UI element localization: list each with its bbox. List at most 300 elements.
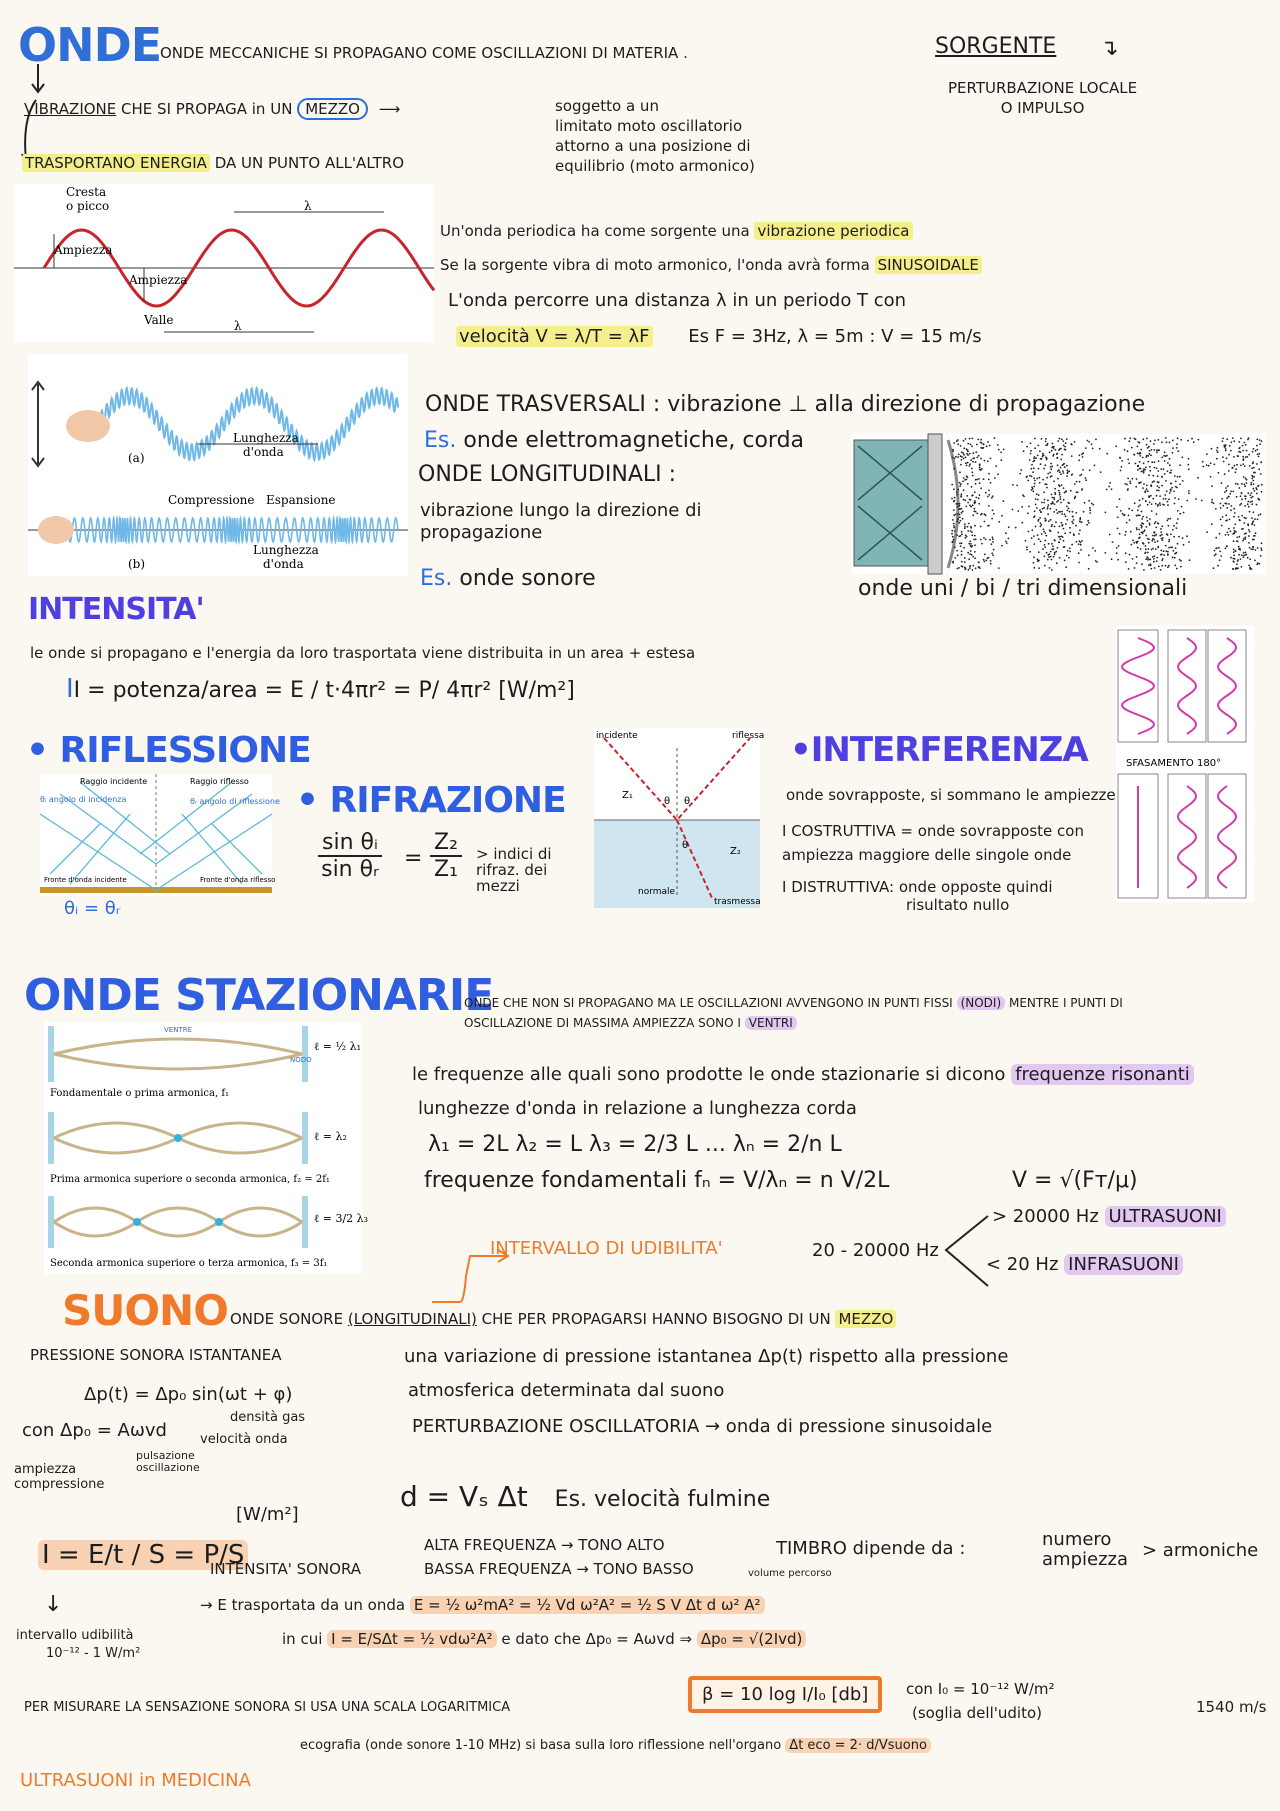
compression-dot bbox=[990, 563, 992, 565]
compression-dot bbox=[1087, 440, 1089, 442]
compression-dot bbox=[1126, 522, 1128, 524]
compression-dot bbox=[1169, 442, 1171, 444]
compression-dot bbox=[1165, 437, 1167, 439]
compression-dot bbox=[1153, 480, 1155, 482]
compression-dot bbox=[1045, 535, 1047, 537]
compression-dot bbox=[963, 499, 965, 501]
compression-dot bbox=[1129, 554, 1131, 556]
lung-line: lunghezze d'onda in relazione a lunghezza corda bbox=[418, 1098, 857, 1119]
compression-dot bbox=[1257, 547, 1259, 549]
compression-dot bbox=[1211, 499, 1213, 501]
compression-dot bbox=[1042, 479, 1044, 481]
compression-dot bbox=[984, 521, 986, 523]
compression-dot bbox=[1216, 450, 1218, 452]
compression-dot bbox=[976, 444, 978, 446]
compression-dot bbox=[1163, 504, 1165, 506]
compression-dot bbox=[1163, 498, 1165, 500]
compression-dot bbox=[1145, 558, 1147, 560]
compression-dot bbox=[1052, 545, 1054, 547]
long-title: ONDE LONGITUDINALI : bbox=[418, 462, 677, 487]
compression-dot bbox=[1037, 455, 1039, 457]
compression-dot bbox=[1030, 453, 1032, 455]
compression-dot bbox=[1249, 547, 1251, 549]
energia-h: E = ½ ω²mA² = ½ Vd ω²A² = ½ S V Δt d ω² A² bbox=[410, 1596, 765, 1614]
compression-dot bbox=[1261, 484, 1263, 486]
compression-dot bbox=[1061, 484, 1063, 486]
compression-dot bbox=[1179, 513, 1181, 515]
compression-dot bbox=[1158, 449, 1160, 451]
compression-dot bbox=[1236, 563, 1238, 565]
compression-dot bbox=[1157, 504, 1159, 506]
compression-dot bbox=[974, 502, 976, 504]
compression-dot bbox=[957, 518, 959, 520]
compression-dot bbox=[1238, 554, 1240, 556]
fig-z2: Z₂ bbox=[730, 846, 741, 857]
compression-dot bbox=[1088, 568, 1090, 570]
compression-dot bbox=[1038, 468, 1040, 470]
compression-dot bbox=[1244, 485, 1246, 487]
compression-dot bbox=[1251, 503, 1253, 505]
compression-dot bbox=[1239, 520, 1241, 522]
stazionarie-figure bbox=[44, 1022, 369, 1274]
compression-dot bbox=[1064, 532, 1066, 534]
compression-dot bbox=[1252, 451, 1254, 453]
compression-dot bbox=[1000, 459, 1002, 461]
compression-dot bbox=[1065, 523, 1067, 525]
compression-dot bbox=[989, 445, 991, 447]
compression-dot bbox=[1197, 477, 1199, 479]
compression-dot bbox=[1154, 567, 1156, 569]
compression-dot bbox=[1066, 465, 1068, 467]
compression-dot bbox=[1261, 491, 1263, 493]
press-desc-2: atmosferica determinata dal suono bbox=[408, 1380, 725, 1401]
compression-dot bbox=[1179, 464, 1181, 466]
compression-dot bbox=[974, 508, 976, 510]
compression-dot bbox=[1155, 527, 1157, 529]
compression-dot bbox=[970, 444, 972, 446]
compression-dot bbox=[1160, 569, 1162, 571]
compression-dot bbox=[1059, 448, 1061, 450]
compression-dot bbox=[1154, 523, 1156, 525]
compression-dot bbox=[991, 518, 993, 520]
vibr-rest: CHE SI PROPAGA in UN bbox=[121, 100, 293, 118]
compression-dot bbox=[1040, 541, 1042, 543]
compression-dot bbox=[958, 508, 960, 510]
compression-dot bbox=[1239, 487, 1241, 489]
compression-dot bbox=[971, 445, 973, 447]
compression-dot bbox=[1073, 519, 1075, 521]
compression-dot bbox=[1150, 454, 1152, 456]
rifr-rden: Z₁ bbox=[434, 857, 458, 882]
int-range: intervallo udibilità bbox=[16, 1628, 134, 1643]
compression-dot bbox=[1038, 477, 1040, 479]
compression-dot bbox=[1236, 540, 1238, 542]
compression-dot bbox=[964, 526, 966, 528]
compression-dot bbox=[969, 541, 971, 543]
compression-dot bbox=[1193, 441, 1195, 443]
compression-dot bbox=[1008, 538, 1010, 540]
compression-dot bbox=[1238, 441, 1240, 443]
compression-dot bbox=[1073, 533, 1075, 535]
compression-dot bbox=[956, 491, 958, 493]
compression-dot bbox=[1160, 531, 1162, 533]
compression-dot bbox=[1243, 522, 1245, 524]
compression-dot bbox=[992, 536, 994, 538]
compression-dot bbox=[1163, 468, 1165, 470]
compression-dot bbox=[1188, 458, 1190, 460]
compression-dot bbox=[1067, 502, 1069, 504]
compression-dot bbox=[1259, 439, 1261, 441]
compression-dot bbox=[1089, 512, 1091, 514]
compression-dot bbox=[966, 479, 968, 481]
interf-l3: ampiezza maggiore delle singole onde bbox=[782, 846, 1072, 864]
compression-dot bbox=[1150, 440, 1152, 442]
compression-dot bbox=[1177, 476, 1179, 478]
compression-dot bbox=[995, 465, 997, 467]
compression-dot bbox=[1152, 538, 1154, 540]
compression-dot bbox=[1224, 503, 1226, 505]
compression-dot bbox=[970, 530, 972, 532]
compression-dot bbox=[1136, 562, 1138, 564]
compression-dot bbox=[1149, 524, 1151, 526]
press-title: PRESSIONE SONORA ISTANTANEA bbox=[30, 1346, 282, 1364]
compression-dot bbox=[1037, 445, 1039, 447]
compression-dot bbox=[1256, 445, 1258, 447]
compression-dot bbox=[1171, 546, 1173, 548]
fig-riflessa: riflessa bbox=[732, 731, 765, 741]
compression-dot bbox=[1089, 509, 1091, 511]
compression-dot bbox=[1210, 462, 1212, 464]
compression-dot bbox=[1228, 534, 1230, 536]
compression-dot bbox=[1183, 544, 1185, 546]
compression-dot bbox=[1051, 497, 1053, 499]
compression-dot bbox=[1167, 518, 1169, 520]
periodic-l4 bbox=[456, 326, 982, 347]
compression-dot bbox=[1142, 457, 1144, 459]
compression-dot bbox=[1045, 519, 1047, 521]
intensita-I: I bbox=[66, 674, 74, 704]
compression-dot bbox=[1239, 549, 1241, 551]
compression-dot bbox=[1054, 552, 1056, 554]
compression-dot bbox=[1221, 482, 1223, 484]
compression-dot bbox=[1032, 488, 1034, 490]
compression-dot bbox=[1137, 514, 1139, 516]
compression-dot bbox=[953, 501, 955, 503]
timbro-3: > armoniche bbox=[1142, 1540, 1259, 1561]
long-desc-1: vibrazione lungo la direzione di bbox=[420, 500, 702, 521]
mezzo-desc-1: soggetto a un bbox=[555, 97, 659, 115]
compression-dot bbox=[1079, 520, 1081, 522]
compression-dot bbox=[969, 553, 971, 555]
compression-dot bbox=[994, 437, 996, 439]
compression-dot bbox=[1057, 500, 1059, 502]
compression-dot bbox=[1259, 563, 1261, 565]
compression-dot bbox=[952, 449, 954, 451]
compression-dot bbox=[1040, 522, 1042, 524]
compression-dot bbox=[954, 557, 956, 559]
compression-dot bbox=[992, 509, 994, 511]
compression-dot bbox=[1210, 476, 1212, 478]
compression-dot bbox=[1037, 499, 1039, 501]
compression-dot bbox=[1128, 508, 1130, 510]
compression-dot bbox=[1061, 522, 1063, 524]
compression-dot bbox=[1222, 505, 1224, 507]
compression-dot bbox=[1237, 483, 1239, 485]
spring-lung-2: Lunghezza bbox=[253, 543, 319, 557]
compression-dot bbox=[958, 567, 960, 569]
compression-dot bbox=[970, 543, 972, 545]
compression-dot bbox=[1217, 447, 1219, 449]
compression-dot bbox=[971, 554, 973, 556]
compression-dot bbox=[1176, 522, 1178, 524]
ann-amp: ampiezza compressione bbox=[14, 1462, 105, 1492]
compression-dot bbox=[1230, 450, 1232, 452]
compression-dot bbox=[1119, 533, 1121, 535]
compression-dot bbox=[1186, 500, 1188, 502]
compression-dot bbox=[1046, 487, 1048, 489]
compression-dot bbox=[1258, 514, 1260, 516]
ann-puls: pulsazione oscillazione bbox=[136, 1449, 200, 1474]
compression-dot bbox=[951, 498, 953, 500]
compression-dot bbox=[1039, 509, 1041, 511]
compression-dot bbox=[1251, 467, 1253, 469]
compression-dot bbox=[1137, 541, 1139, 543]
compression-dot bbox=[1121, 460, 1123, 462]
compression-dot bbox=[1137, 469, 1139, 471]
v-sound: 1540 m/s bbox=[1196, 1698, 1267, 1716]
compression-dot bbox=[1006, 542, 1008, 544]
compression-dot bbox=[971, 486, 973, 488]
es1-line bbox=[424, 428, 804, 453]
compression-dot bbox=[1059, 496, 1061, 498]
compression-dot bbox=[1040, 463, 1042, 465]
compression-dot bbox=[1118, 545, 1120, 547]
compression-dot bbox=[1244, 533, 1246, 535]
compression-dot bbox=[1125, 483, 1127, 485]
compression-dot bbox=[1038, 538, 1040, 540]
rifr-eq: = bbox=[404, 846, 423, 871]
periodic-l4-hl: velocità V = λ/T = λF bbox=[456, 326, 653, 347]
compression-dot bbox=[1045, 456, 1047, 458]
compression-dot bbox=[1137, 452, 1139, 454]
ampiezza-label-1: Ampiezza bbox=[54, 243, 113, 257]
compression-dot bbox=[975, 451, 977, 453]
compression-dot bbox=[1156, 513, 1158, 515]
compression-dot bbox=[1242, 463, 1244, 465]
compression-dot bbox=[997, 444, 999, 446]
compression-dot bbox=[1235, 531, 1237, 533]
compression-dot bbox=[1131, 544, 1133, 546]
compression-dot bbox=[1152, 475, 1154, 477]
compression-dot bbox=[1117, 528, 1119, 530]
compression-dot bbox=[1036, 478, 1038, 480]
compression-dot bbox=[1048, 520, 1050, 522]
compression-dot bbox=[974, 544, 976, 546]
compression-dot bbox=[1136, 478, 1138, 480]
compression-dot bbox=[1226, 438, 1228, 440]
compression-dot bbox=[1033, 567, 1035, 569]
compression-dot bbox=[1068, 507, 1070, 509]
compression-dot bbox=[1037, 558, 1039, 560]
compression-dot bbox=[1029, 459, 1031, 461]
sorgente-title: SORGENTE bbox=[935, 34, 1057, 59]
rifrazione-ratio bbox=[430, 830, 462, 882]
compression-dot bbox=[960, 464, 962, 466]
compression-dot bbox=[992, 495, 994, 497]
caption-3: Seconda armonica superiore o terza armonica, f₃ = 3f₁ bbox=[50, 1258, 328, 1269]
compression-dot bbox=[1171, 487, 1173, 489]
compression-dot bbox=[1160, 550, 1162, 552]
compression-dot bbox=[991, 543, 993, 545]
compression-dot bbox=[1243, 476, 1245, 478]
compression-dot bbox=[1156, 467, 1158, 469]
compression-dot bbox=[1147, 520, 1149, 522]
compression-dot bbox=[1050, 463, 1052, 465]
compression-dot bbox=[1088, 522, 1090, 524]
ang-rifl-label: θᵣ angolo di riflessione bbox=[190, 797, 280, 806]
compression-dot bbox=[1247, 503, 1249, 505]
compression-dot bbox=[1147, 461, 1149, 463]
compression-dot bbox=[1033, 562, 1035, 564]
compression-dot bbox=[1259, 443, 1261, 445]
compression-dot bbox=[1064, 446, 1066, 448]
compression-dot bbox=[1179, 484, 1181, 486]
compression-dot bbox=[1139, 461, 1141, 463]
compression-dot bbox=[1066, 519, 1068, 521]
compression-dot bbox=[998, 449, 1000, 451]
compression-dot bbox=[1255, 549, 1257, 551]
compression-dot bbox=[1043, 491, 1045, 493]
compression-dot bbox=[1051, 475, 1053, 477]
compression-dot bbox=[1033, 543, 1035, 545]
compression-dot bbox=[1180, 566, 1182, 568]
compression-dot bbox=[972, 458, 974, 460]
compression-dot bbox=[1001, 515, 1003, 517]
compression-dot bbox=[964, 561, 966, 563]
compression-dot bbox=[1248, 506, 1250, 508]
compression-dot bbox=[1216, 458, 1218, 460]
compression-dot bbox=[978, 503, 980, 505]
compression-dot bbox=[1242, 540, 1244, 542]
compression-dot bbox=[955, 514, 957, 516]
compression-dot bbox=[976, 513, 978, 515]
compression-dot bbox=[967, 530, 969, 532]
compression-dot bbox=[1253, 535, 1255, 537]
compression-dot bbox=[1257, 449, 1259, 451]
arrow-glyph: ⟶ bbox=[378, 100, 401, 118]
timbro-2: ampiezza bbox=[1042, 1549, 1128, 1570]
compression-dot bbox=[1080, 549, 1082, 551]
suono-desc bbox=[230, 1310, 896, 1328]
rifr-rnum: Z₂ bbox=[430, 830, 462, 857]
compression-dot bbox=[1256, 439, 1258, 441]
compression-dot bbox=[1111, 488, 1113, 490]
compression-dot bbox=[1260, 555, 1262, 557]
compression-dot bbox=[1002, 500, 1004, 502]
compression-dot bbox=[1063, 528, 1065, 530]
compression-dot bbox=[1119, 457, 1121, 459]
compression-dot bbox=[1078, 533, 1080, 535]
incui-h2: Δp₀ = √(2Ivd) bbox=[697, 1630, 807, 1648]
compression-dot bbox=[1245, 478, 1247, 480]
compression-dot bbox=[1167, 470, 1169, 472]
compression-dot bbox=[1253, 467, 1255, 469]
compression-dot bbox=[1236, 568, 1238, 570]
es2-line bbox=[420, 566, 596, 591]
compression-dot bbox=[1088, 441, 1090, 443]
compression-dot bbox=[1078, 459, 1080, 461]
compression-dot bbox=[1257, 562, 1259, 564]
compression-dot bbox=[959, 514, 961, 516]
compression-dot bbox=[1037, 560, 1039, 562]
compression-dot bbox=[960, 445, 962, 447]
compression-dot bbox=[1079, 454, 1081, 456]
compression-dot bbox=[970, 506, 972, 508]
compression-dot bbox=[961, 531, 963, 533]
compression-dot bbox=[1161, 476, 1163, 478]
press-desc-3: PERTURBAZIONE OSCILLATORIA → onda di pressione sinusoidale bbox=[412, 1416, 993, 1437]
compression-dot bbox=[1131, 510, 1133, 512]
fig-theta-3: θ bbox=[682, 840, 689, 851]
compression-dot bbox=[983, 537, 985, 539]
compression-dot bbox=[1063, 487, 1065, 489]
compression-dot bbox=[1094, 464, 1096, 466]
compression-dot bbox=[1065, 491, 1067, 493]
int-range-v: 10⁻¹² - 1 W/m² bbox=[46, 1646, 141, 1661]
compression-dot bbox=[1245, 554, 1247, 556]
compression-dot bbox=[960, 496, 962, 498]
compression-dot bbox=[1156, 495, 1158, 497]
udib-ultra bbox=[992, 1206, 1226, 1227]
periodic-l2 bbox=[440, 256, 982, 274]
compression-dot bbox=[963, 454, 965, 456]
compression-dot bbox=[1008, 526, 1010, 528]
compression-dot bbox=[1149, 559, 1151, 561]
compression-dot bbox=[1146, 516, 1148, 518]
trasp-rest: DA UN PUNTO ALL'ALTRO bbox=[214, 154, 404, 172]
press-eq: Δp(t) = Δp₀ sin(ωt + φ) bbox=[84, 1384, 293, 1405]
compression-dot bbox=[1142, 532, 1144, 534]
compression-dot bbox=[1132, 558, 1134, 560]
compression-dot bbox=[1256, 493, 1258, 495]
compression-dot bbox=[1040, 524, 1042, 526]
lambdas-line: λ₁ = 2L λ₂ = L λ₃ = 2/3 L ... λₙ = 2/n L bbox=[428, 1132, 842, 1157]
compression-dot bbox=[1001, 545, 1003, 547]
compression-dot bbox=[1016, 485, 1018, 487]
mezzo-desc-2: limitato moto oscillatorio bbox=[555, 117, 743, 135]
compression-dot bbox=[1043, 468, 1045, 470]
compression-dot bbox=[1233, 508, 1235, 510]
interference-figure bbox=[1116, 626, 1254, 902]
compression-dot bbox=[1160, 528, 1162, 530]
compression-dot bbox=[1047, 559, 1049, 561]
compression-dot bbox=[1055, 449, 1057, 451]
compression-dot bbox=[1056, 509, 1058, 511]
compression-dot bbox=[1159, 535, 1161, 537]
compression-dot bbox=[1180, 439, 1182, 441]
eco-text: ecografia (onde sonore 1-10 MHz) si basa sulla loro riflessione nell'organo bbox=[300, 1738, 782, 1753]
compression-dot bbox=[1234, 523, 1236, 525]
compression-dot bbox=[1226, 457, 1228, 459]
compression-dot bbox=[1054, 488, 1056, 490]
compression-dot bbox=[1061, 525, 1063, 527]
compression-dot bbox=[971, 471, 973, 473]
compression-dot bbox=[1250, 568, 1252, 570]
compression-dot bbox=[1041, 438, 1043, 440]
intensita-title: INTENSITA' bbox=[28, 592, 204, 627]
compression-dot bbox=[1238, 448, 1240, 450]
compression-dot bbox=[954, 457, 956, 459]
